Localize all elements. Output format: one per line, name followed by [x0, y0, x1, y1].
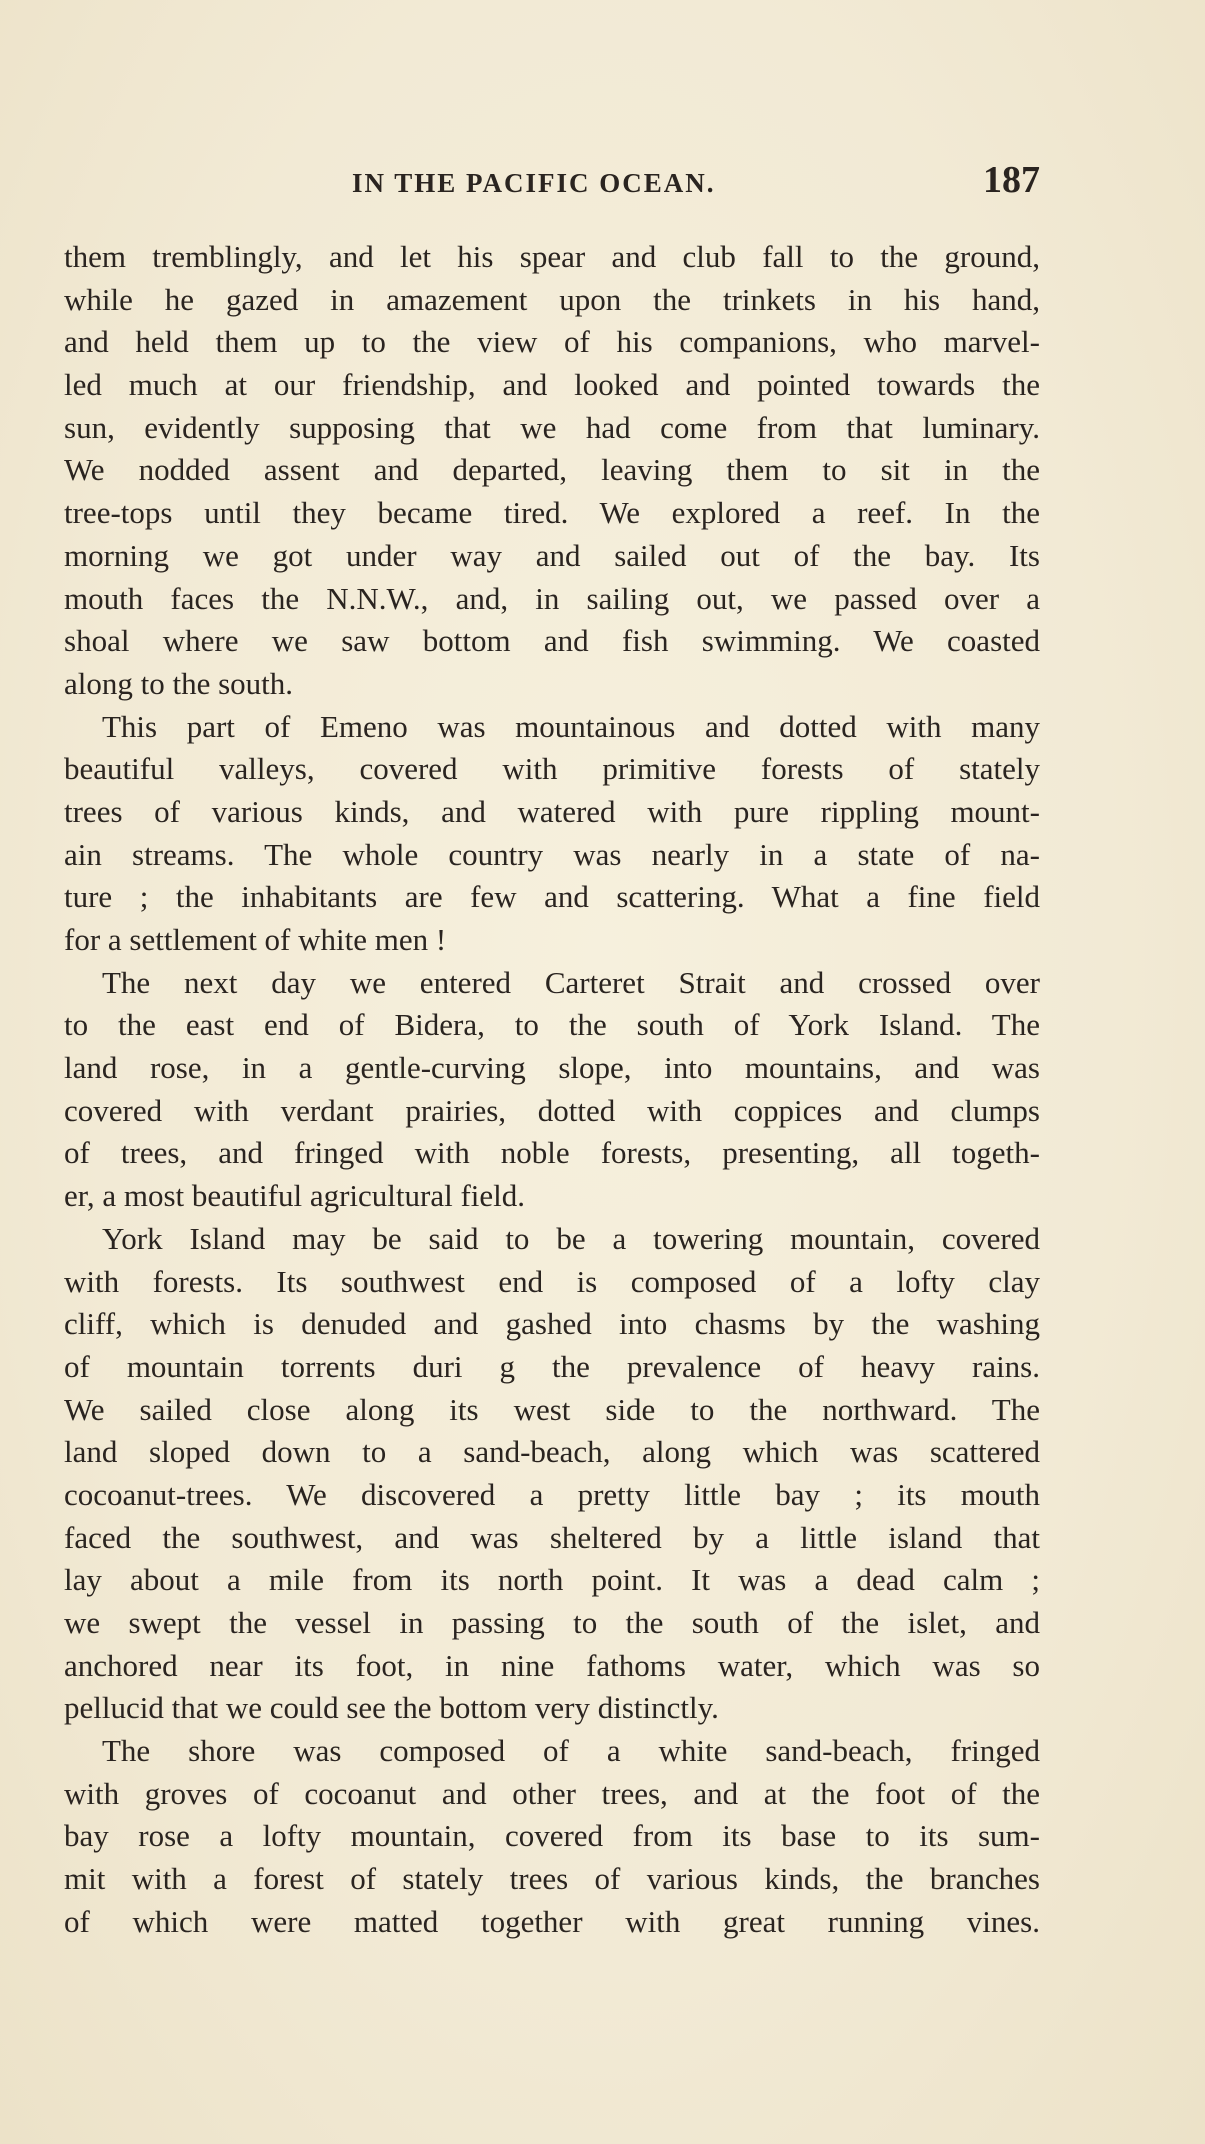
text-line: for a settlement of white men !: [64, 922, 447, 957]
text-line: tree-tops until they became tired. We explored a reef. In the: [64, 495, 1040, 531]
page-number: 187: [983, 159, 1040, 201]
text-line: er, a most beautiful agricultural field.: [64, 1178, 526, 1214]
text-line: and held them up to the view of his companions, who marvel-: [64, 324, 1040, 360]
text-line: anchored near its foot, in nine fathoms water, which was so: [64, 1647, 1040, 1683]
text-line: with forests. Its southwest end is composed of a lofty clay: [64, 1263, 1040, 1299]
text-line: with groves of cocoanut and other trees, and at the foot of the: [64, 1775, 1040, 1811]
text-line: covered with verdant prairies, dotted with coppices and clumps: [64, 1092, 1040, 1128]
paragraph-2: [64, 706, 1040, 962]
text-line: The shore was composed of a white sand-beach, fringed: [102, 1733, 1040, 1769]
text-line: them tremblingly, and let his spear and club fall to the ground,: [64, 239, 1040, 274]
text-line: lay about a mile from its north point. It was a dead calm ;: [64, 1562, 1040, 1598]
paragraph-5: [64, 1730, 1040, 1943]
text-line: This part of Emeno was mountainous and dotted with many: [102, 708, 1040, 744]
text-line: cliff, which is denuded and gashed into chasms by the washing: [64, 1306, 1040, 1342]
text-line: shoal where we saw bottom and fish swimming. We coasted: [64, 623, 1040, 659]
text-line: cocoanut-trees. We discovered a pretty little bay ; its mouth: [64, 1476, 1040, 1512]
paragraph-4: [64, 1218, 1040, 1730]
text-line: of trees, and fringed with noble forests, presenting, all togeth-: [64, 1135, 1040, 1171]
text-line: along to the south.: [64, 665, 294, 701]
text-line: bay rose a lofty mountain, covered from its base to its sum-: [64, 1818, 1040, 1854]
paragraph-1: [64, 236, 1040, 706]
text-line: ain streams. The whole country was nearly in a state of na-: [64, 836, 1040, 872]
text-line: we swept the vessel in passing to the south of the islet, and: [64, 1605, 1040, 1640]
text-line: land rose, in a gentle-curving slope, into mountains, and was: [64, 1050, 1040, 1086]
text-line: ture ; the inhabitants are few and scattering. What a fine field: [64, 879, 1040, 915]
paragraph-3: [64, 962, 1040, 1218]
text-line: while he gazed in amazement upon the trinkets in his hand,: [64, 281, 1040, 317]
text-line: to the east end of Bidera, to the south of York Island. The: [64, 1007, 1040, 1043]
text-line: York Island may be said to be a towering mountain, covered: [102, 1220, 1040, 1256]
text-line: beautiful valleys, covered with primitive forests of stately: [64, 751, 1040, 787]
text-line: The next day we entered Carteret Strait and crossed over: [102, 964, 1040, 1000]
text-line: pellucid that we could see the bottom very distinctly.: [64, 1690, 719, 1726]
text-line: land sloped down to a sand-beach, along which was scattered: [64, 1434, 1040, 1470]
text-line: mit with a forest of stately trees of various kinds, the branches: [64, 1861, 1040, 1897]
text-line: We nodded assent and departed, leaving them to sit in the: [64, 452, 1040, 488]
text-line: We sailed close along its west side to the northward. The: [64, 1391, 1040, 1427]
text-line: faced the southwest, and was sheltered by a little island that: [64, 1519, 1040, 1555]
text-line: mouth faces the N.N.W., and, in sailing out, we passed over a: [64, 580, 1040, 616]
text-line: of which were matted together with great running vines.: [64, 1903, 1040, 1939]
text-line: of mountain torrents duri g the prevalence of heavy rains.: [64, 1348, 1040, 1384]
body-text: [64, 236, 1040, 1944]
text-line: trees of various kinds, and watered with pure rippling mount-: [64, 793, 1040, 829]
text-line: sun, evidently supposing that we had come from that luminary.: [64, 409, 1040, 445]
text-line: led much at our friendship, and looked and pointed towards the: [64, 367, 1040, 403]
page-header: [64, 159, 1040, 212]
running-head: IN THE PACIFIC OCEAN.: [352, 168, 716, 198]
text-line: morning we got under way and sailed out of the bay. Its: [64, 537, 1040, 573]
